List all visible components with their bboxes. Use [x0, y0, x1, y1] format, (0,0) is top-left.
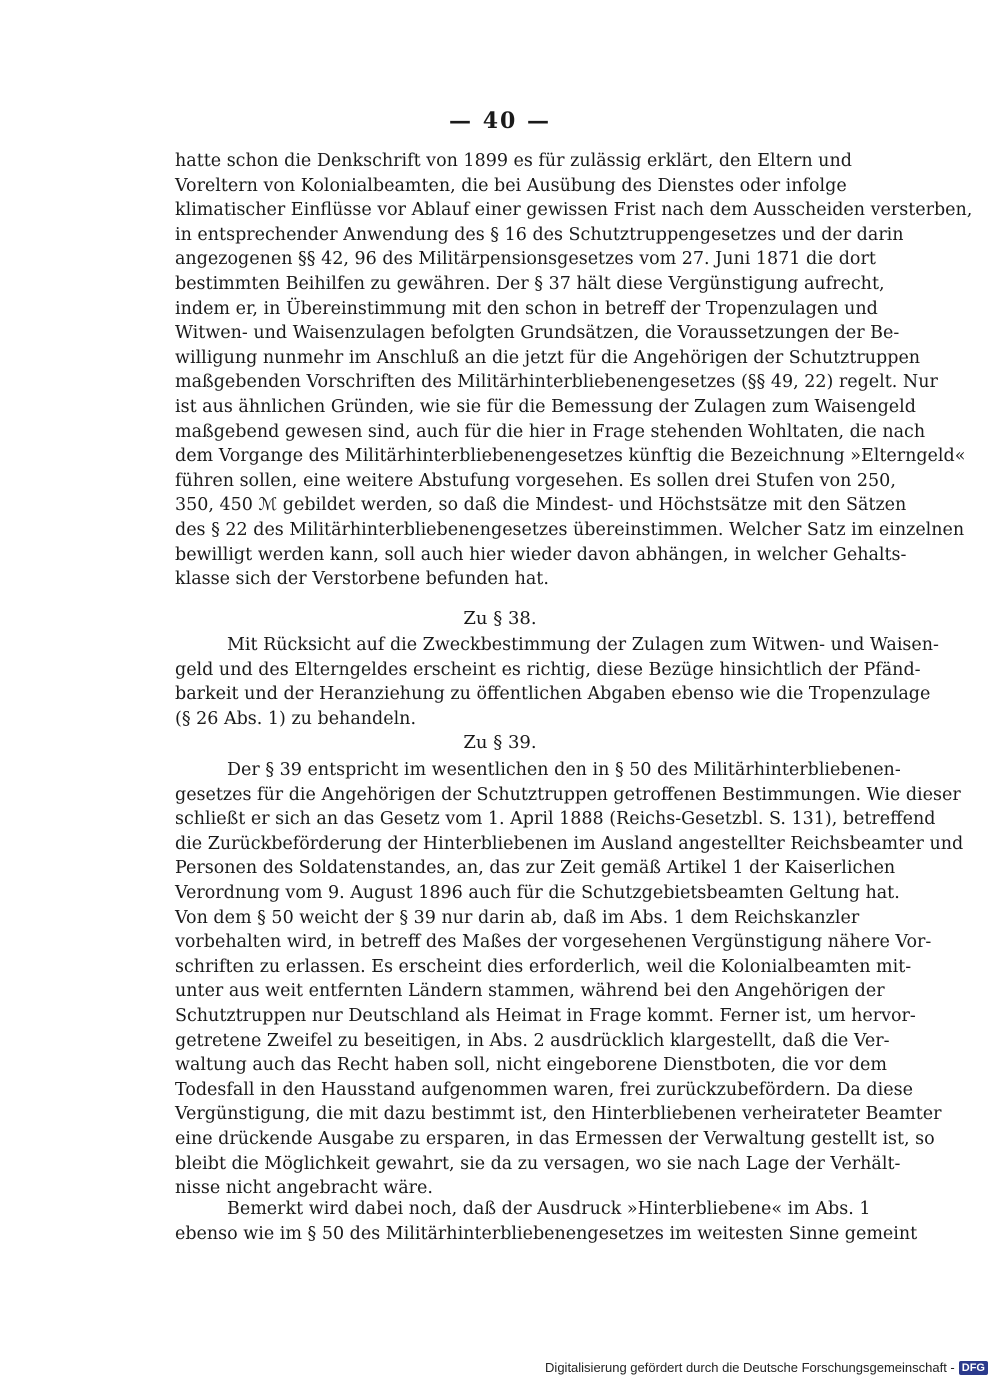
text-line: hatte schon die Denkschrift von 1899 es für zulässig erklärt, den Eltern und — [175, 151, 852, 171]
text-line: Vergünstigung, die mit dazu bestimmt ist, den Hinterbliebenen verheirateter Beamter — [175, 1104, 942, 1125]
paragraph-4 — [175, 1197, 918, 1246]
text-line: waltung auch das Recht haben soll, nicht eingeborene Dienstboten, die vor dem — [175, 1055, 887, 1076]
text-line: in entsprechender Anwendung des § 16 des Schutztruppengesetzes und der darin — [175, 224, 904, 245]
text-line: geld und des Elterngeldes erscheint es richtig, diese Bezüge hinsichtlich der Pfänd- — [175, 659, 921, 680]
text-line: klasse sich der Verstorbene befunden hat. — [175, 569, 549, 590]
text-line: angezogenen §§ 42, 96 des Militärpensionsgesetzes vom 27. Juni 1871 die dort — [175, 249, 876, 270]
text-line: bleibt die Möglichkeit gewahrt, sie da zu versagen, wo sie nach Lage der Verhält- — [175, 1153, 901, 1174]
text-line: vorbehalten wird, in betreff des Maßes der vorgesehenen Vergünstigung nähere Vor- — [175, 932, 932, 953]
text-line: (§ 26 Abs. 1) zu behandeln. — [175, 708, 417, 729]
text-line: Personen des Soldatenstandes, an, das zur Zeit gemäß Artikel 1 der Kaiserlichen — [175, 858, 896, 879]
text-line: Schutztruppen nur Deutschland als Heimat in Frage kommt. Ferner ist, um hervor- — [175, 1005, 916, 1026]
text-line: eine drückende Ausgabe zu ersparen, in das Ermessen der Verwaltung gestellt ist, so — [175, 1128, 935, 1149]
text-line: Todesfall in den Hausstand aufgenommen waren, frei zurückzubefördern. Da diese — [175, 1079, 913, 1100]
text-line: Der § 39 entspricht im wesentlichen den in § 50 des Militärhinterbliebenen- — [227, 760, 901, 780]
footer-credit — [545, 1360, 988, 1375]
text-line: willigung nunmehr im Anschluß an die jetzt für die Angehörigen der Schutztruppen — [175, 347, 921, 368]
text-line: die Zurückbeförderung der Hinterbliebenen im Ausland angestellter Reichsbeamter und — [175, 833, 964, 854]
text-line: ist aus ähnlichen Gründen, wie sie für die Bemessung der Zulagen zum Waisengeld — [175, 396, 916, 417]
text-line: schließt er sich an das Gesetz vom 1. April 1888 (Reichs-Gesetzbl. S. 131), betreffend — [175, 809, 936, 830]
text-line: nisse nicht angebracht wäre. — [175, 1178, 433, 1199]
text-line: barkeit und der Heranziehung zu öffentlichen Abgaben ebenso wie die Tropenzulage — [175, 684, 931, 705]
text-line: maßgebend gewesen sind, auch für die hier in Frage stehenden Wohltaten, die nach — [175, 421, 926, 442]
paragraph-3 — [175, 758, 964, 1201]
text-line: Verordnung vom 9. August 1896 auch für die Schutzgebietsbeamten Geltung hat. — [175, 882, 900, 903]
text-line: gesetzes für die Angehörigen der Schutztruppen getroffenen Bestimmungen. Wie dieser — [175, 784, 961, 805]
text-line: Bemerkt wird dabei noch, daß der Ausdruck »Hinterbliebene« im Abs. 1 — [227, 1199, 871, 1219]
text-line: Witwen- und Waisenzulagen befolgten Grundsätzen, die Voraussetzungen der Be- — [175, 323, 900, 344]
text-line: Von dem § 50 weicht der § 39 nur darin ab, daß im Abs. 1 dem Reichskanzler — [175, 907, 860, 928]
paragraph-2 — [175, 633, 939, 731]
text-line: dem Vorgange des Militärhinterbliebenengesetzes künftig die Bezeichnung »Elterngeld« — [175, 446, 966, 467]
text-line: 350, 450 ℳ gebildet werden, so daß die Mindest- und Höchstsätze mit den Sätzen — [175, 495, 907, 516]
text-line: unter aus weit entfernten Ländern stammen, während bei den Angehörigen der — [175, 981, 885, 1002]
text-line: des § 22 des Militärhinterbliebenengesetzes übereinstimmen. Welcher Satz im einzelnen — [175, 519, 965, 540]
text-line: maßgebenden Vorschriften des Militärhinterbliebenengesetzes (§§ 49, 22) regelt. Nur — [175, 372, 938, 393]
text-line: Voreltern von Kolonialbeamten, die bei Ausübung des Dienstes oder infolge — [175, 175, 847, 196]
text-line: schriften zu erlassen. Es erscheint dies erforderlich, weil die Kolonialbeamten mit- — [175, 956, 912, 977]
text-line: indem er, in Übereinstimmung mit den schon in betreff der Tropenzulagen und — [175, 298, 878, 319]
text-line: bestimmten Beihilfen zu gewähren. Der § 37 hält diese Vergünstigung aufrecht, — [175, 273, 885, 294]
text-line: führen sollen, eine weitere Abstufung vorgesehen. Es sollen drei Stufen von 250, — [175, 470, 896, 491]
section-heading-39: Zu § 39. — [463, 732, 537, 753]
footer-text: Digitalisierung gefördert durch die Deutsche Forschungsgemeinschaft - — [545, 1360, 955, 1375]
text-line: ebenso wie im § 50 des Militärhinterbliebenengesetzes im weitesten Sinne gemeint — [175, 1223, 918, 1244]
text-line: bewilligt werden kann, soll auch hier wieder davon abhängen, in welcher Gehalts- — [175, 544, 907, 565]
dfg-logo: DFG — [959, 1361, 988, 1375]
section-heading-38: Zu § 38. — [463, 608, 537, 629]
text-line: Mit Rücksicht auf die Zweckbestimmung der Zulagen zum Witwen- und Waisen- — [227, 635, 939, 655]
text-line: getretene Zweifel zu beseitigen, in Abs. 2 ausdrücklich klargestellt, daß die Ver- — [175, 1030, 890, 1051]
text-line: klimatischer Einflüsse vor Ablauf einer gewissen Frist nach dem Ausscheiden versterben, — [175, 200, 973, 221]
page-number: — 40 — — [449, 108, 551, 134]
paragraph-1 — [175, 149, 973, 592]
